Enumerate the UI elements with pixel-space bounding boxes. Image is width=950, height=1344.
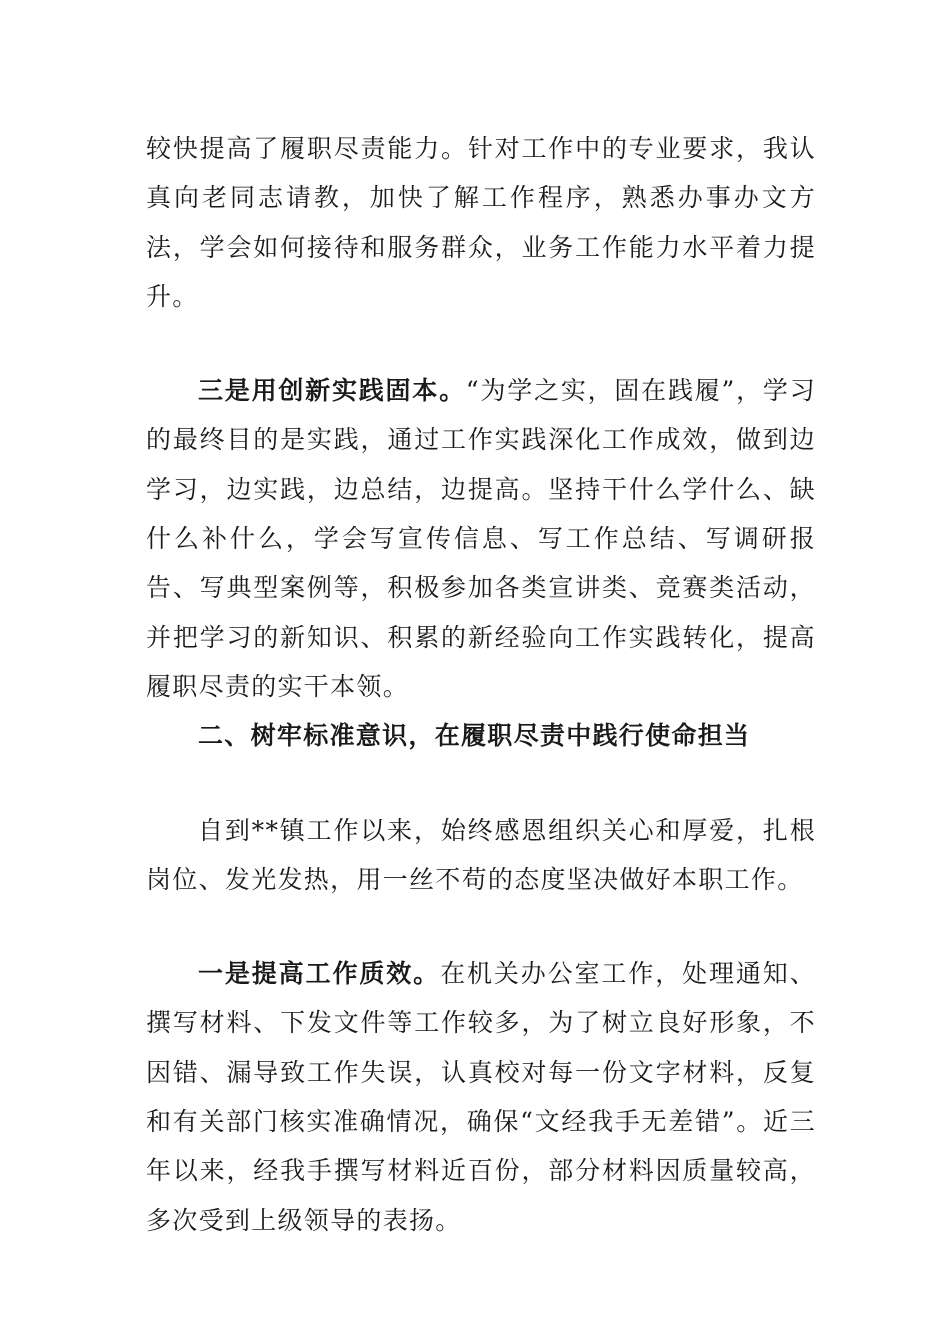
paragraph-work-quality (146, 949, 816, 1245)
paragraph-text: 在机关办公室工作，处理通知、撰写材料、下发文件等工作较多，为了树立良好形象，不因错、漏导致工作失误，认真校对每一份文字材料，反复和有关部门核实准确情况，确保“文经我手无差错”。近三年以来，经我手撰写材料近百份，部分材料因质量较高，多次受到上级领导的表扬。 (146, 959, 817, 1235)
paragraph-continuation (146, 124, 816, 321)
paragraph-section-intro (146, 806, 816, 905)
paragraph-text: “为学之实，固在践履”，学习的最终目的是实践，通过工作实践深化工作成效，做到边学习，边实践，边总结，边提高。坚持干什么学什么、缺什么补什么，学会写宣传信息、写工作总结、写调研报告、写典型案例等，积极参加各类宣讲类、竞赛类活动，并把学习的新知识、积累的新经验向工作实践转化，提高履职尽责的实干本领。 (146, 376, 816, 701)
paragraph-lead: 三是用创新实践固本。 (198, 376, 466, 406)
paragraph-text: 较快提高了履职尽责能力。针对工作中的专业要求，我认真向老同志请教，加快了解工作程序，熟悉办事办文方法，学会如何接待和服务群众，业务工作能力水平着力提升。 (146, 134, 816, 311)
paragraph-text: 自到**镇工作以来，始终感恩组织关心和厚爱，扎根岗位、发光发热，用一丝不苟的态度坚决做好本职工作。 (146, 815, 816, 894)
section-heading: 二、树牢标准意识，在履职尽责中践行使命担当 (198, 721, 751, 751)
document-page (146, 124, 816, 1245)
paragraph-innovation-practice (146, 366, 816, 711)
paragraph-lead: 一是提高工作质效。 (198, 959, 441, 989)
